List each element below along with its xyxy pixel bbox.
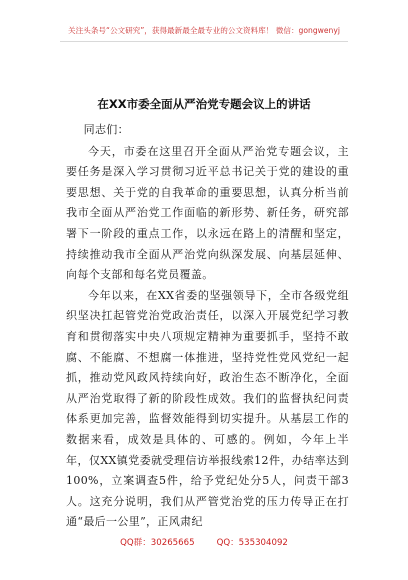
paragraph-1: 今天，市委在这里召开全面从严治党专题会议，主要任务是深入学习贯彻习近平总书记关于党的建设的重要思想、关于党的自我革命的重要思想，认真分析当前我市全面从严治党工作面临的新形势、新任务，研究部署下一阶段的重点工作，以永远在路上的清醒和坚定，持续推动我市全面从严治党向纵深发展、向基层延伸、向每个支部和每名党员覆盖。 [66, 144, 349, 282]
header-banner: 关注头条号“公文研究”，获得最新最全最专业的公文资料库！ 微信：gongwenyj [68, 26, 340, 35]
footer-contacts [0, 536, 408, 548]
footer-qq-group: QQ群：30265665 [120, 538, 195, 548]
paragraph-2: 今年以来，在XX省委的坚强领导下，全市各级党组织坚决扛起管党治党政治责任，以深入开展党纪学习教育和贯彻落实中央八项规定精神为重要抓手，坚持不敢腐、不能腐、不想腐一体推进，坚持党性党风党纪一起抓，推动党风政风持续向好，政治生态不断净化，全面从严治党取得了新的阶段性成效。我们的监督执纪问责体系更加完善，监督效能得到切实提升。从基层工作的数据来看，成效是具体的、可感的。例如，今年上半年，仅XX镇党委就受理信访举报线索12件，办结率达到100%，立案调查5件，给予党纪处分5人，问责干部3人。这充分说明，我们从严管党治党的压力传导正在打通“最后一公里”，正风肃纪 [66, 288, 349, 529]
document-body [66, 120, 349, 533]
page-title: 在XX市委全面从严治党专题会议上的讲话 [97, 97, 311, 111]
footer-qq-number: QQ：535304092 [216, 538, 288, 548]
header-divider [60, 41, 348, 42]
salutation: 同志们： [83, 123, 129, 136]
